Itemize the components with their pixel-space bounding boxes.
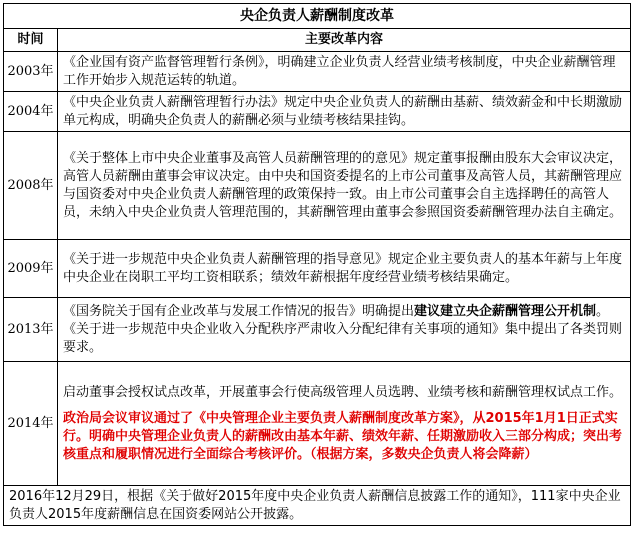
content-text: 《国务院关于国有企业改革与发展工作情况的报告》明确提出	[63, 303, 415, 319]
content-cell: 《中央企业负责人薪酬管理暂行办法》规定中央企业负责人的薪酬由基薪、绩效薪金和中长期激励单元构成，明确央企负责人的薪酬必须与业绩考核结果挂钩。	[58, 92, 631, 132]
header-content: 主要改革内容	[58, 29, 631, 52]
footer-row	[4, 486, 631, 526]
content-text: 启动董事会授权试点改革，开展董事会行使高级管理人员选聘、业绩考核和薪酬管理权试点工作。	[63, 384, 623, 400]
content-text: 。《关于进一步规范中央企业收入分配秩序严肃收入分配纪律有关事项的通知》集中提出了各类罚则要求。	[63, 303, 623, 355]
table-row-2009	[4, 240, 631, 298]
salary-reform-table	[3, 3, 631, 526]
year-cell: 2004年	[4, 92, 58, 132]
table-row-2003	[4, 52, 631, 92]
year-cell: 2009年	[4, 240, 58, 298]
header-time: 时间	[4, 29, 58, 52]
table-row-2014	[4, 362, 631, 486]
content-text-highlight: 政治局会议审议通过了《中央管理企业主要负责人薪酬制度改革方案》，从2015年1月1日正式实行。明确中央管理企业负责人的薪酬改由基本年薪、绩效年薪、任期激励收入三部分构成；突出考核重点和履职情况进行全面综合考核评价。（根据方案，多数央企负责人将会降薪）	[63, 410, 623, 462]
content-cell	[58, 362, 631, 486]
year-cell: 2013年	[4, 298, 58, 362]
title-row	[4, 4, 631, 29]
table-title: 央企负责人薪酬制度改革	[4, 4, 631, 29]
table-row-2004	[4, 92, 631, 132]
content-text-bold: 建议建立央企薪酬管理公开机制	[414, 303, 597, 319]
year-cell: 2014年	[4, 362, 58, 486]
table-row-2013	[4, 298, 631, 362]
content-cell: 《企业国有资产监督管理暂行条例》，明确建立企业负责人经营业绩考核制度，中央企业薪酬管理工作开始步入规范运转的轨道。	[58, 52, 631, 92]
year-cell: 2008年	[4, 132, 58, 240]
year-cell: 2003年	[4, 52, 58, 92]
content-cell	[58, 298, 631, 362]
content-cell: 《关于整体上市中央企业董事及高管人员薪酬管理的的意见》规定董事报酬由股东大会审议决定，高管人员薪酬由董事会审议决定。由中央和国资委提名的上市公司董事及高管人员，其薪酬管理应与国资委对中央企业负责人薪酬管理的政策保持一致。由上市公司董事会自主选择聘任的高管人员，未纳入中央企业负责人管理范围的，其薪酬管理由董事会参照国资委薪酬管理办法自主确定。	[58, 132, 631, 240]
table-row-2008	[4, 132, 631, 240]
footer-note: 2016年12月29日，根据《关于做好2015年度中央企业负责人薪酬信息披露工作的通知》，111家中央企业负责人2015年度薪酬信息在国资委网站公开披露。	[4, 486, 631, 526]
header-row	[4, 29, 631, 52]
reform-table-wrapper	[3, 3, 630, 535]
content-cell: 《关于进一步规范中央企业负责人薪酬管理的指导意见》规定企业主要负责人的基本年薪与上年度中央企业在岗职工平均工资相联系；绩效年薪根据年度经营业绩考核结果确定。	[58, 240, 631, 298]
